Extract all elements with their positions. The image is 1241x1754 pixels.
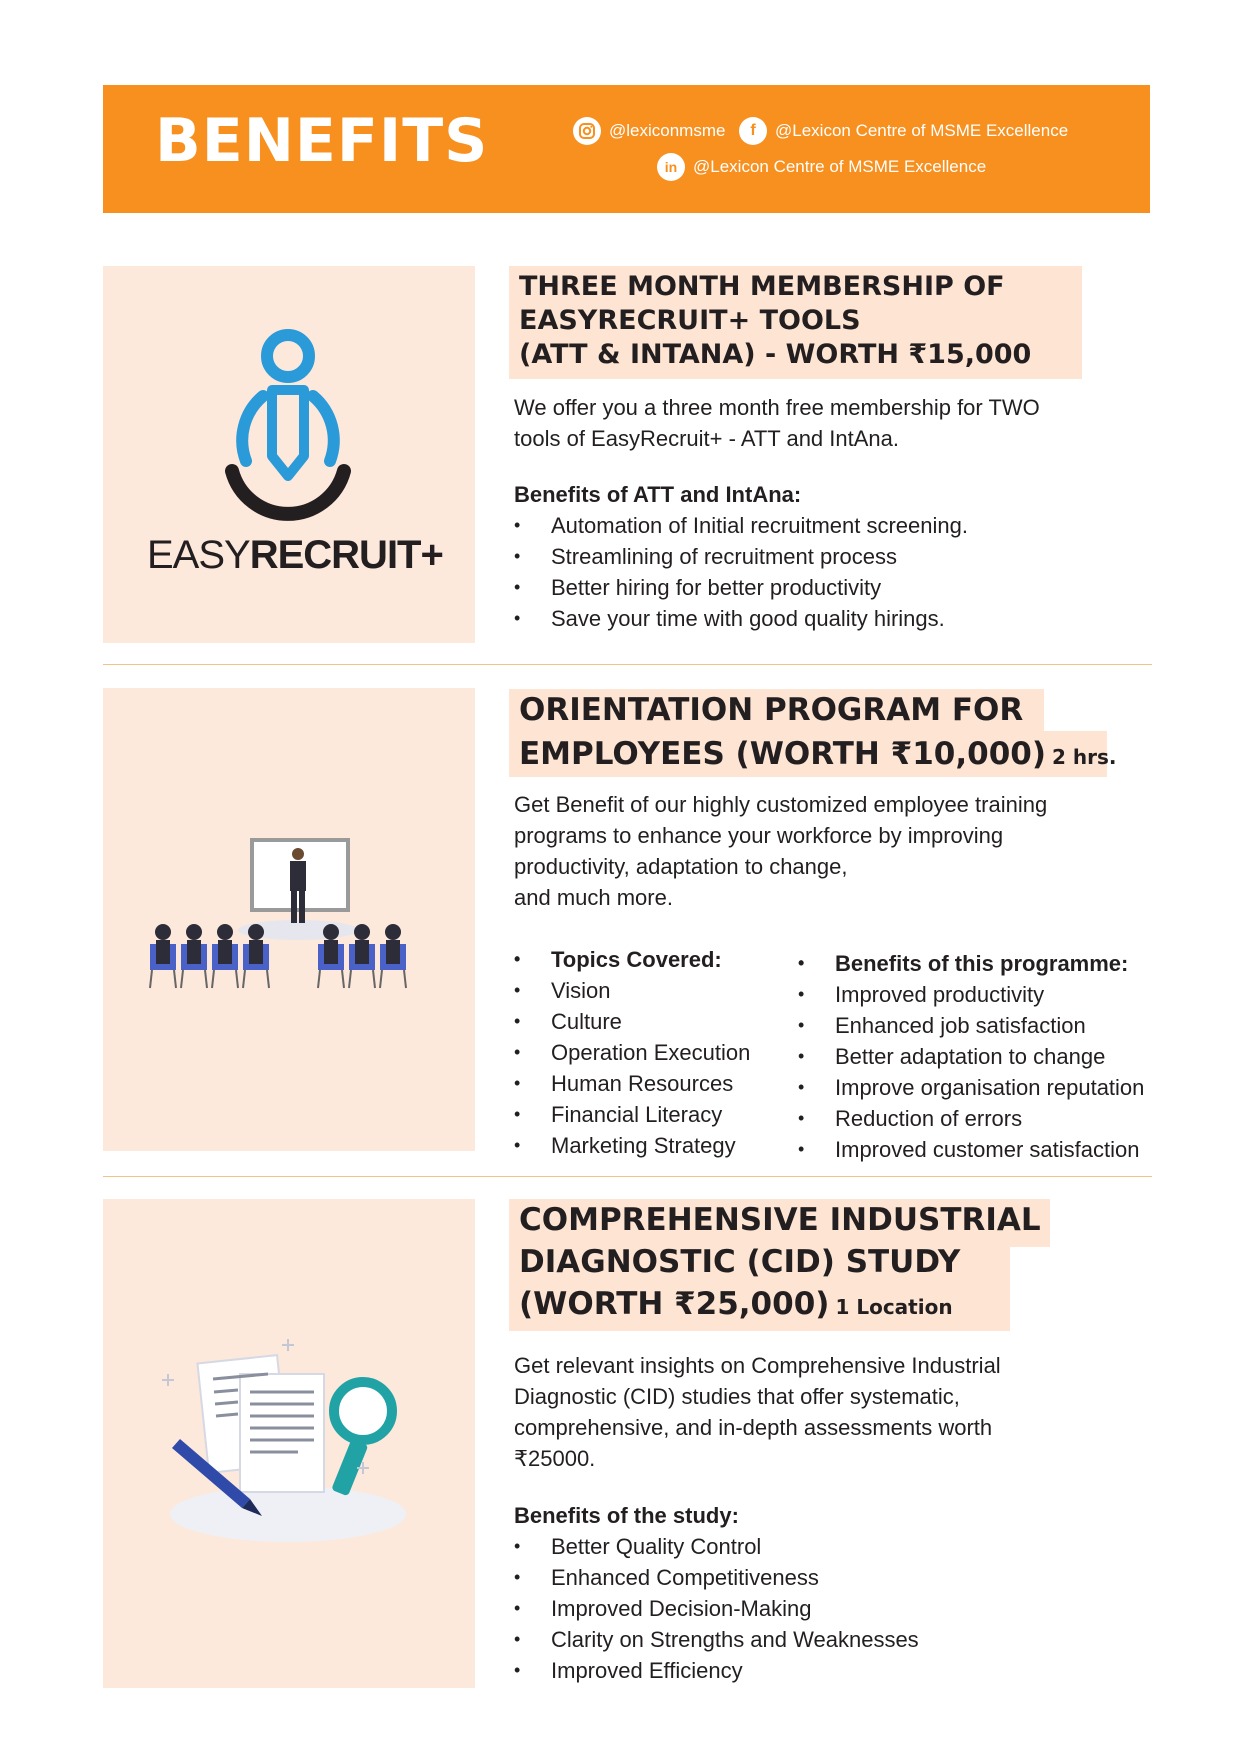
description-line: Get relevant insights on Comprehensive Industrial	[514, 1353, 1001, 1378]
logo-bold-text: RECRUIT+	[249, 533, 443, 577]
orientation-panel	[103, 688, 475, 1151]
cid-study-panel	[103, 1199, 475, 1688]
topics-title: • Topics Covered:	[514, 944, 750, 975]
duration-label: 2 hrs.	[1052, 745, 1117, 769]
instagram-handle[interactable]	[573, 117, 725, 145]
description-line: Diagnostic (CID) studies that offer systematic,	[514, 1384, 960, 1409]
list-item: • Vision	[514, 975, 750, 1006]
section3-benefits-title: Benefits of the study:	[514, 1503, 739, 1528]
list-item: • Human Resources	[514, 1068, 750, 1099]
section2-heading-line: ORIENTATION PROGRAM FOR	[519, 692, 1024, 728]
section1-heading-line: (ATT & INTANA) - WORTH ₹15,000	[519, 339, 1032, 370]
section3-benefits	[514, 1500, 919, 1686]
programme-benefits-title: • Benefits of this programme:	[798, 948, 1144, 979]
facebook-icon: f	[739, 117, 767, 145]
list-item: • Improved productivity	[798, 979, 1144, 1010]
instagram-icon	[573, 117, 601, 145]
list-item: • Marketing Strategy	[514, 1130, 750, 1161]
list-item: • Operation Execution	[514, 1037, 750, 1068]
section3-heading-line	[519, 1283, 1041, 1328]
linkedin-label: @Lexicon Centre of MSME Excellence	[693, 157, 987, 176]
list-item: • Reduction of errors	[798, 1103, 1144, 1134]
section2-heading-line	[519, 733, 1116, 778]
list-item: • Enhanced job satisfaction	[798, 1010, 1144, 1041]
easyrecruit-logo-text	[147, 533, 443, 578]
section1-description	[514, 392, 1040, 454]
section3-heading	[519, 1199, 1041, 1328]
linkedin-handle[interactable]	[657, 153, 986, 181]
section2-heading-text: EMPLOYEES (WORTH ₹10,000)	[519, 736, 1046, 772]
facebook-handle[interactable]	[739, 117, 1068, 145]
section1-heading-line: THREE MONTH MEMBERSHIP OF	[519, 271, 1005, 302]
description-line: We offer you a three month free membership for TWO	[514, 395, 1040, 420]
section1-benefits	[514, 479, 968, 634]
banner-title: BENEFITS	[155, 106, 489, 176]
facebook-label: @Lexicon Centre of MSME Excellence	[775, 121, 1069, 140]
description-line: tools of EasyRecruit+ - ATT and IntAna.	[514, 426, 899, 451]
list-item: • Automation of Initial recruitment screening.	[514, 510, 968, 541]
section1-heading	[519, 270, 1031, 372]
section3-heading-line: DIAGNOSTIC (CID) STUDY	[519, 1244, 961, 1280]
list-item: • Improve organisation reputation	[798, 1072, 1144, 1103]
presentation-illustration-icon	[148, 838, 438, 998]
instagram-label: @lexiconmsme	[609, 121, 726, 140]
description-line: ₹25000.	[514, 1446, 596, 1471]
list-item: • Culture	[514, 1006, 750, 1037]
list-item: • Save your time with good quality hirings.	[514, 603, 968, 634]
list-item: • Clarity on Strengths and Weaknesses	[514, 1624, 919, 1655]
description-line: programs to enhance your workforce by improving	[514, 823, 1004, 848]
easyrecruit-panel	[103, 266, 475, 643]
list-item: • Better hiring for better productivity	[514, 572, 968, 603]
list-item: • Better Quality Control	[514, 1531, 919, 1562]
section2-heading	[519, 689, 1116, 778]
section1-heading-line: EASYRECRUIT+ TOOLS	[519, 305, 861, 336]
section1-benefits-title: Benefits of ATT and IntAna:	[514, 482, 802, 507]
topics-list	[514, 944, 750, 1161]
description-line: comprehensive, and in-depth assessments worth	[514, 1415, 993, 1440]
section3-heading-line: COMPREHENSIVE INDUSTRIAL	[519, 1202, 1041, 1238]
section2-description	[514, 789, 1047, 913]
section-divider	[103, 664, 1152, 665]
list-item: • Enhanced Competitiveness	[514, 1562, 919, 1593]
location-label: 1 Location	[835, 1295, 953, 1319]
section3-heading-text: (WORTH ₹25,000)	[519, 1286, 830, 1322]
document-magnifier-illustration-icon	[158, 1334, 428, 1554]
section-divider	[103, 1176, 1152, 1177]
list-item: • Improved Decision-Making	[514, 1593, 919, 1624]
easyrecruit-logo-icon	[218, 326, 358, 536]
list-item: • Streamlining of recruitment process	[514, 541, 968, 572]
list-item: • Better adaptation to change	[798, 1041, 1144, 1072]
list-item: • Improved Efficiency	[514, 1655, 919, 1686]
section3-description	[514, 1350, 1001, 1474]
benefits-banner	[103, 85, 1150, 213]
description-line: Get Benefit of our highly customized employee training	[514, 792, 1048, 817]
logo-light-text: EASY	[147, 533, 250, 577]
programme-benefits-list	[798, 948, 1144, 1165]
linkedin-icon: in	[657, 153, 685, 181]
description-line: and much more.	[514, 885, 673, 910]
list-item: • Improved customer satisfaction	[798, 1134, 1144, 1165]
list-item: • Financial Literacy	[514, 1099, 750, 1130]
description-line: productivity, adaptation to change,	[514, 854, 848, 879]
